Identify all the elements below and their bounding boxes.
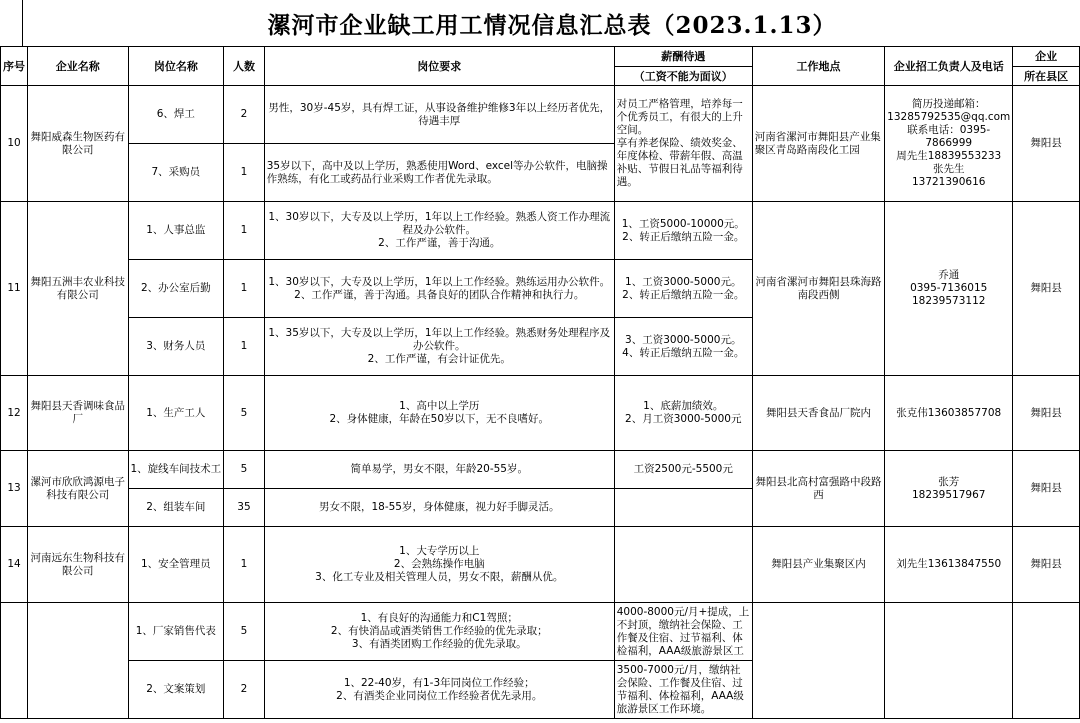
county: 舞阳县	[1013, 376, 1080, 451]
header-salary: 薪酬待遇	[614, 47, 752, 67]
header-count: 人数	[224, 47, 265, 86]
salary-cell: 1、底薪加绩效。 2、月工资3000-5000元	[614, 376, 752, 451]
position-name: 1、旋线车间技术工	[128, 451, 224, 489]
position-name: 1、厂家销售代表	[128, 603, 224, 661]
position-requirements: 35岁以下，高中及以上学历，熟悉使用Word、excel等办公软件，电脑操作熟练，有化工或药品行业采购工作者优先录取。	[264, 144, 614, 202]
position-name: 2、办公室后勤	[128, 260, 224, 318]
header-location: 工作地点	[752, 47, 884, 86]
header-contact: 企业招工负责人及电话	[885, 47, 1013, 86]
company-name: 河南远东生物科技有限公司	[28, 527, 129, 603]
row-seq: 14	[1, 527, 28, 603]
salary-cell: 3、工资3000-5000元。 4、转正后缴纳五险一金。	[614, 318, 752, 376]
header-requirements: 岗位要求	[264, 47, 614, 86]
company-name: 舞阳威森生物医药有限公司	[28, 86, 129, 202]
position-count: 1	[224, 202, 265, 260]
header-company: 企业名称	[28, 47, 129, 86]
county: 舞阳县	[1013, 527, 1080, 603]
position-requirements: 1、30岁以下，大专及以上学历，1年以上工作经验。熟练运用办公软件。 2、工作严谨，善于沟通。具备良好的团队合作精神和执行力。	[264, 260, 614, 318]
position-name: 2、文案策划	[128, 661, 224, 719]
county	[1013, 603, 1080, 719]
position-requirements: 简单易学，男女不限，年龄20-55岁。	[264, 451, 614, 489]
contact-info: 简历投递邮箱： 13285792535@qq.com 联系电话：0395-7866999 周先生18839553233 张先生 13721390616	[885, 86, 1013, 202]
position-requirements: 男女不限，18-55岁，身体健康，视力好手脚灵活。	[264, 489, 614, 527]
row-seq	[1, 603, 28, 719]
position-count: 5	[224, 451, 265, 489]
position-count: 1	[224, 527, 265, 603]
salary-cell	[614, 489, 752, 527]
position-count: 1	[224, 144, 265, 202]
position-name: 1、安全管理员	[128, 527, 224, 603]
salary-cell: 工资2500元-5500元	[614, 451, 752, 489]
county: 舞阳县	[1013, 451, 1080, 527]
position-name: 7、采购员	[128, 144, 224, 202]
salary-cell: 3500-7000元/月，缴纳社会保险、工作餐及住宿、过节福利、体检福利，AAA级旅游景区工作环境。	[614, 661, 752, 719]
contact-info: 刘先生13613847550	[885, 527, 1013, 603]
position-requirements: 1、有良好的沟通能力和C1驾照； 2、有快消品或酒类销售工作经验的优先录取； 3、有酒类团购工作经验的优先录取。	[264, 603, 614, 661]
work-location: 河南省漯河市舞阳县珠海路南段西侧	[752, 202, 884, 376]
company-name: 舞阳五洲丰农业科技有限公司	[28, 202, 129, 376]
position-count: 5	[224, 603, 265, 661]
salary-cell	[614, 527, 752, 603]
work-location	[752, 603, 884, 719]
position-count: 5	[224, 376, 265, 451]
work-location: 舞阳县北高村富强路中段路西	[752, 451, 884, 527]
position-requirements: 1、高中以上学历 2、身体健康，年龄在50岁以下，无不良嗜好。	[264, 376, 614, 451]
company-name	[28, 603, 129, 719]
position-name: 1、人事总监	[128, 202, 224, 260]
position-count: 2	[224, 661, 265, 719]
position-requirements: 1、35岁以下，大专及以上学历，1年以上工作经验。熟悉财务处理程序及办公软件。 2、工作严谨，有会计证优先。	[264, 318, 614, 376]
header-position: 岗位名称	[128, 47, 224, 86]
header-county-bottom: 所在县区	[1013, 67, 1080, 86]
county: 舞阳县	[1013, 86, 1080, 202]
company-name: 舞阳县天香调味食品厂	[28, 376, 129, 451]
row-seq: 13	[1, 451, 28, 527]
row-seq: 12	[1, 376, 28, 451]
position-name: 3、财务人员	[128, 318, 224, 376]
work-location: 河南省漯河市舞阳县产业集聚区青岛路南段化工园	[752, 86, 884, 202]
row-seq: 11	[1, 202, 28, 376]
position-requirements: 男性，30岁-45岁，具有焊工证，从事设备维护维修3年以上经历者优先，待遇丰厚	[264, 86, 614, 144]
position-count: 1	[224, 260, 265, 318]
salary-cell: 4000-8000元/月+提成，上不封顶，缴纳社会保险、工作餐及住宿、过节福利、体检福利，AAA级旅游景区工	[614, 603, 752, 661]
contact-info	[885, 603, 1013, 719]
position-name: 6、焊工	[128, 86, 224, 144]
county: 舞阳县	[1013, 202, 1080, 376]
position-requirements: 1、大专学历以上 2、会熟练操作电脑 3、化工专业及相关管理人员，男女不限，薪酬从优。	[264, 527, 614, 603]
position-name: 2、组装车间	[128, 489, 224, 527]
position-count: 35	[224, 489, 265, 527]
position-count: 2	[224, 86, 265, 144]
company-name: 漯河市欣欣鸿源电子科技有限公司	[28, 451, 129, 527]
work-location: 舞阳县产业集聚区内	[752, 527, 884, 603]
salary-cell: 对员工严格管理，培养每一个优秀员工，有很大的上升空间。 享有养老保险、绩效奖金、年度体检、带薪年假、高温补贴、节假日礼品等福利待遇。	[614, 86, 752, 202]
contact-info: 张芳 18239517967	[885, 451, 1013, 527]
contact-info: 乔通 0395-7136015 18239573112	[885, 202, 1013, 376]
position-name: 1、生产工人	[128, 376, 224, 451]
header-salary-note: （工资不能为面议）	[614, 67, 752, 86]
contact-info: 张克伟13603857708	[885, 376, 1013, 451]
work-location: 舞阳县天香食品厂院内	[752, 376, 884, 451]
salary-cell: 1、工资3000-5000元。 2、转正后缴纳五险一金。	[614, 260, 752, 318]
header-seq: 序号	[1, 47, 28, 86]
page-title: 漯河市企业缺工用工情况信息汇总表（2023.1.13）	[22, 0, 1080, 46]
position-requirements: 1、22-40岁，有1-3年同岗位工作经验； 2、有酒类企业同岗位工作经验者优先录用。	[264, 661, 614, 719]
header-county-top: 企业	[1013, 47, 1080, 67]
job-table	[0, 46, 1080, 719]
position-requirements: 1、30岁以下，大专及以上学历，1年以上工作经验。熟悉人资工作办理流程及办公软件。 2、工作严谨，善于沟通。	[264, 202, 614, 260]
salary-cell: 1、工资5000-10000元。 2、转正后缴纳五险一金。	[614, 202, 752, 260]
position-count: 1	[224, 318, 265, 376]
row-seq: 10	[1, 86, 28, 202]
